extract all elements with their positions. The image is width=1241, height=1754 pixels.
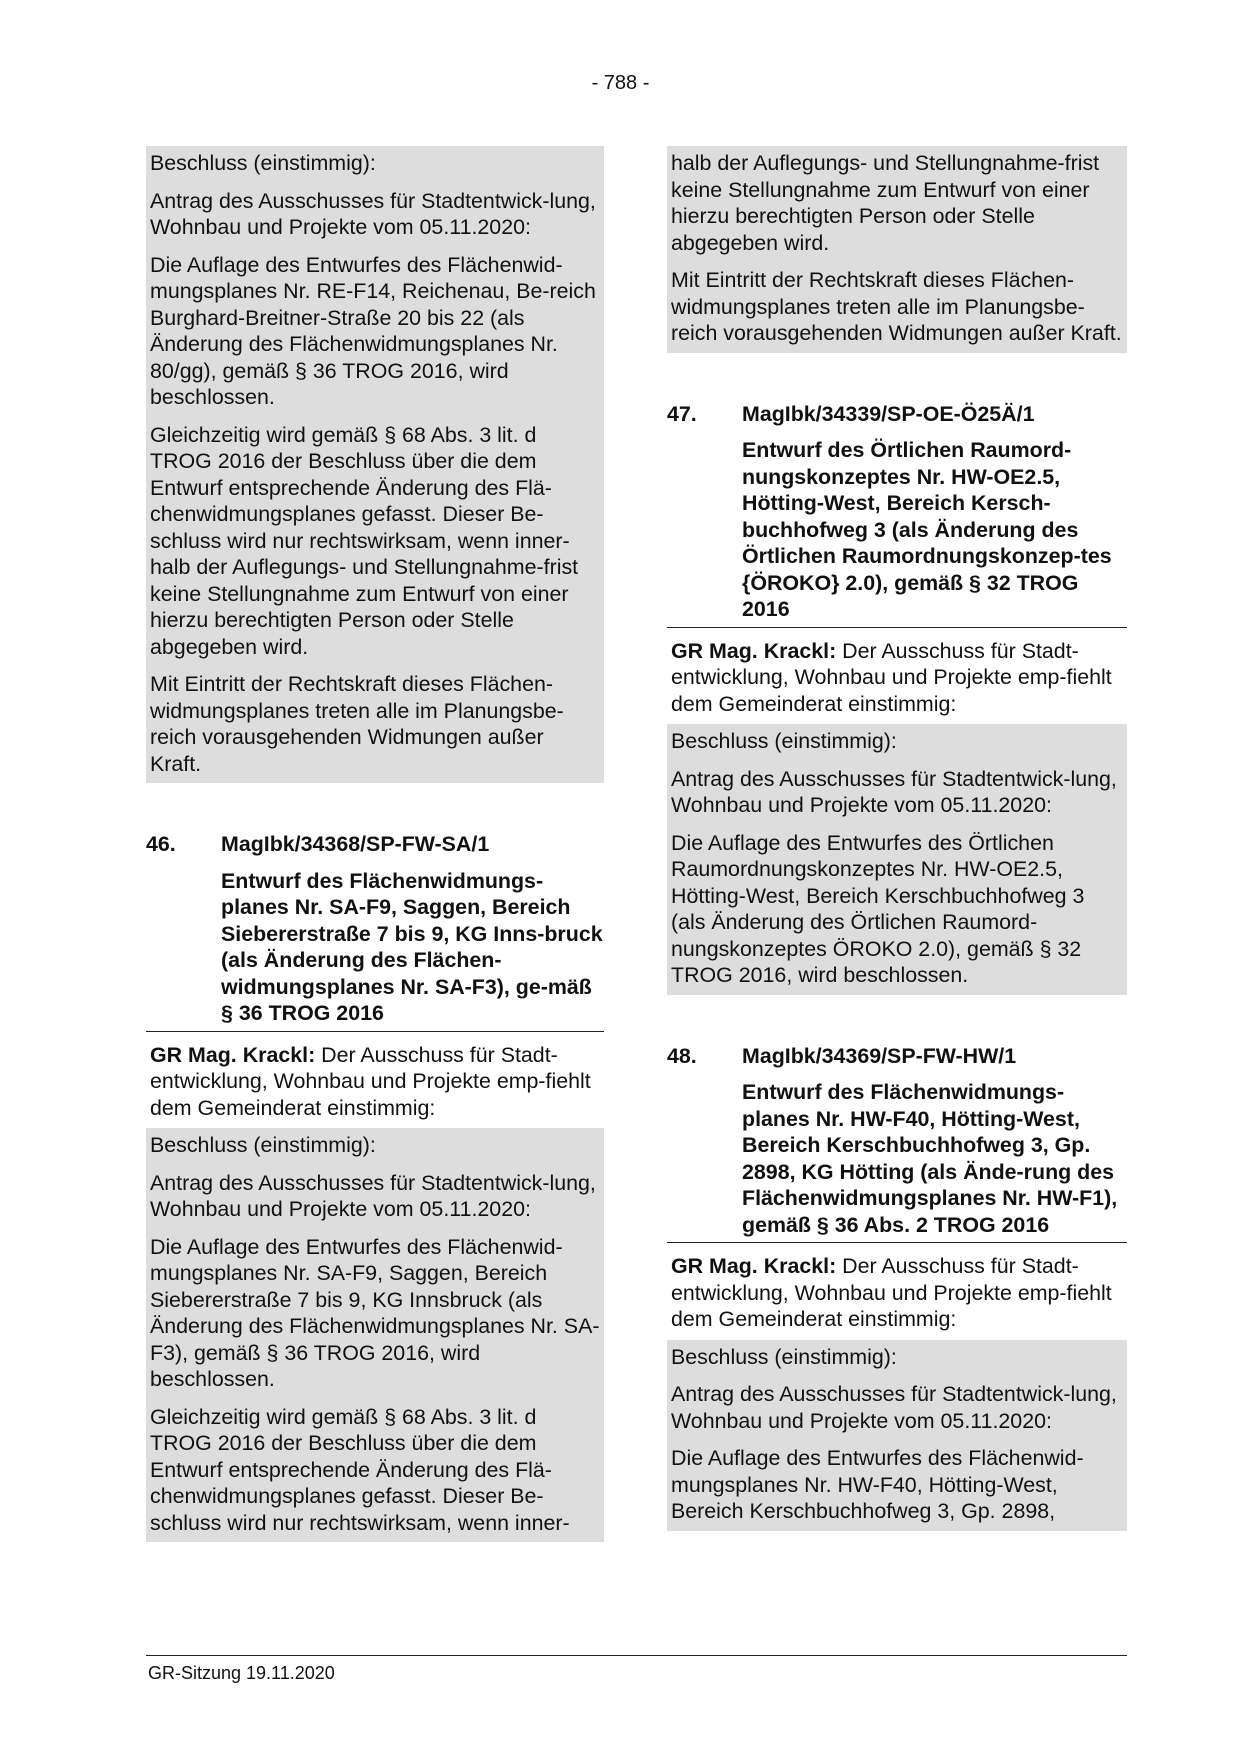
divider bbox=[146, 1031, 604, 1032]
speech-paragraph bbox=[150, 1042, 600, 1122]
resolution-paragraph: Die Auflage des Entwurfes des Örtlichen Raumordnungskonzeptes Nr. HW-OE2.5, Hötting-West, Bereich Kerschbuchhofweg 3 (als Änderung des Örtlichen Raumord-nungskonzeptes ÖROKO 2.0), gemäß § 32 TROG 2016, wird beschlossen. bbox=[671, 830, 1085, 987]
left-column bbox=[146, 146, 604, 1542]
resolution-paragraph: Die Auflage des Entwurfes des Flächenwid-mungsplanes Nr. RE-F14, Reichenau, Be-reich Burghard-Breitner-Straße 20 bis 22 (als Änderung des Flächenwidmungsplanes Nr. 80/gg), gemäß § 36 TROG 2016, wird beschlossen. bbox=[150, 252, 596, 409]
agenda-item-header bbox=[146, 831, 604, 858]
resolution-paragraph: Die Auflage des Entwurfes des Flächenwid-mungsplanes Nr. HW-F40, Hötting-West, Bereich Kerschbuchhofweg 3, Gp. 2898, bbox=[671, 1446, 1084, 1523]
speech-paragraph bbox=[671, 638, 1123, 718]
agenda-item-title: Entwurf des Örtlichen Raumord-nungskonzeptes Nr. HW-OE2.5, Hötting-West, Bereich Kersch-buchhofweg 3 (als Änderung des Örtlichen Raumordnungskonzep-tes {ÖROKO} 2.0), gemäß § 32 TROG 2016 bbox=[742, 438, 1112, 621]
resolution-paragraph: Mit Eintritt der Rechtskraft dieses Flächen-widmungsplanes treten alle im Planungsbe-reich vorausgehenden Widmungen außer Kraft. bbox=[671, 268, 1122, 345]
agenda-item-title: Entwurf des Flächenwidmungs-planes Nr. SA-F9, Saggen, Bereich Siebererstraße 7 bis 9, KG Inns-bruck (als Änderung des Flächen-widmungsplanes Nr. SA-F3), ge-mäß § 36 TROG 2016 bbox=[221, 868, 603, 1025]
resolution-heading: Beschluss (einstimmig): bbox=[150, 1133, 376, 1157]
resolution-paragraph: Die Auflage des Entwurfes des Flächenwid-mungsplanes Nr. SA-F9, Saggen, Bereich Siebererstraße 7 bis 9, KG Innsbruck (als Änderung des Flächenwidmungsplanes Nr. SA-F3), gemäß § 36 TROG 2016, wird beschlossen. bbox=[150, 1234, 600, 1391]
agenda-item-48 bbox=[667, 1043, 1127, 1531]
resolution-paragraph: Antrag des Ausschusses für Stadtentwick-lung, Wohnbau und Projekte vom 05.11.2020: bbox=[150, 1170, 596, 1221]
resolution-paragraph: Gleichzeitig wird gemäß § 68 Abs. 3 lit. d TROG 2016 der Beschluss über die dem Entwurf entsprechende Änderung des Flä-chenwidmungsplanes gefasst. Dieser Be-schluss wird nur rechtswirksam, wenn inner-halb der Auflegungs- und Stellungnahme-frist keine Stellungnahme zum Entwurf von einer hierzu berechtigten Person oder Stelle abgegeben wird. bbox=[150, 422, 579, 659]
agenda-item-46 bbox=[146, 831, 604, 1542]
resolution-heading: Beschluss (einstimmig): bbox=[671, 729, 897, 753]
agenda-item-47 bbox=[667, 401, 1127, 995]
speech-text: Der Ausschuss für Stadt-entwicklung, Wohnbau und Projekte emp-fiehlt dem Gemeinderat einstimmig: bbox=[671, 1254, 1112, 1331]
resolution-block bbox=[667, 724, 1127, 995]
resolution-paragraph: Mit Eintritt der Rechtskraft dieses Flächen-widmungsplanes treten alle im Planungsbe-reich vorausgehenden Widmungen außer Kraft. bbox=[150, 672, 564, 776]
right-column bbox=[667, 146, 1127, 1531]
speaker-name: GR Mag. Krackl: bbox=[671, 638, 837, 663]
resolution-paragraph: Antrag des Ausschusses für Stadtentwick-lung, Wohnbau und Projekte vom 05.11.2020: bbox=[671, 1382, 1117, 1433]
agenda-item-title: Entwurf des Flächenwidmungs-planes Nr. HW-F40, Hötting-West, Bereich Kerschbuchhofweg 3, Gp. 2898, KG Hötting (als Ände-rung des Flächenwidmungsplanes Nr. HW-F1), gemäß § 36 Abs. 2 TROG 2016 bbox=[742, 1080, 1118, 1237]
agenda-item-code: MagIbk/34369/SP-FW-HW/1 bbox=[742, 1043, 1017, 1068]
resolution-heading: Beschluss (einstimmig): bbox=[150, 151, 376, 175]
resolution-block bbox=[146, 146, 604, 783]
resolution-paragraph: Antrag des Ausschusses für Stadtentwick-lung, Wohnbau und Projekte vom 05.11.2020: bbox=[150, 188, 596, 239]
resolution-paragraph: Antrag des Ausschusses für Stadtentwick-lung, Wohnbau und Projekte vom 05.11.2020: bbox=[671, 766, 1117, 817]
divider bbox=[667, 1242, 1127, 1243]
footer-divider bbox=[146, 1655, 1127, 1656]
resolution-block bbox=[667, 146, 1127, 353]
agenda-item-number: 46. bbox=[146, 832, 176, 856]
speech-paragraph bbox=[671, 1253, 1123, 1333]
resolution-block bbox=[667, 1340, 1127, 1531]
resolution-paragraph: halb der Auflegungs- und Stellungnahme-frist keine Stellungnahme zum Entwurf von einer hierzu berechtigten Person oder Stelle abgegeben wird. bbox=[671, 151, 1100, 255]
resolution-paragraph: Gleichzeitig wird gemäß § 68 Abs. 3 lit. d TROG 2016 der Beschluss über die dem Entwurf entsprechende Änderung des Flä-chenwidmungsplanes gefasst. Dieser Be-schluss wird nur rechtswirksam, wenn inner- bbox=[150, 1404, 570, 1535]
divider bbox=[667, 627, 1127, 628]
speech-text: Der Ausschuss für Stadt-entwicklung, Wohnbau und Projekte emp-fiehlt dem Gemeinderat einstimmig: bbox=[150, 1042, 591, 1120]
speaker-name: GR Mag. Krackl: bbox=[671, 1254, 837, 1278]
speech-text: Der Ausschuss für Stadt-entwicklung, Wohnbau und Projekte emp-fiehlt dem Gemeinderat einstimmig: bbox=[671, 638, 1112, 716]
agenda-item-header bbox=[667, 1043, 1127, 1070]
agenda-item-number: 47. bbox=[667, 401, 697, 426]
agenda-item-code: MagIbk/34368/SP-FW-SA/1 bbox=[221, 832, 490, 856]
resolution-block bbox=[146, 1128, 604, 1542]
page-number: - 788 - bbox=[591, 72, 650, 94]
agenda-item-number: 48. bbox=[667, 1043, 697, 1068]
agenda-item-header bbox=[667, 401, 1127, 428]
page-footer: GR-Sitzung 19.11.2020 bbox=[148, 1663, 335, 1683]
resolution-heading: Beschluss (einstimmig): bbox=[671, 1344, 897, 1369]
agenda-item-code: MagIbk/34339/SP-OE-Ö25Ä/1 bbox=[742, 401, 1035, 426]
speaker-name: GR Mag. Krackl: bbox=[150, 1042, 316, 1067]
